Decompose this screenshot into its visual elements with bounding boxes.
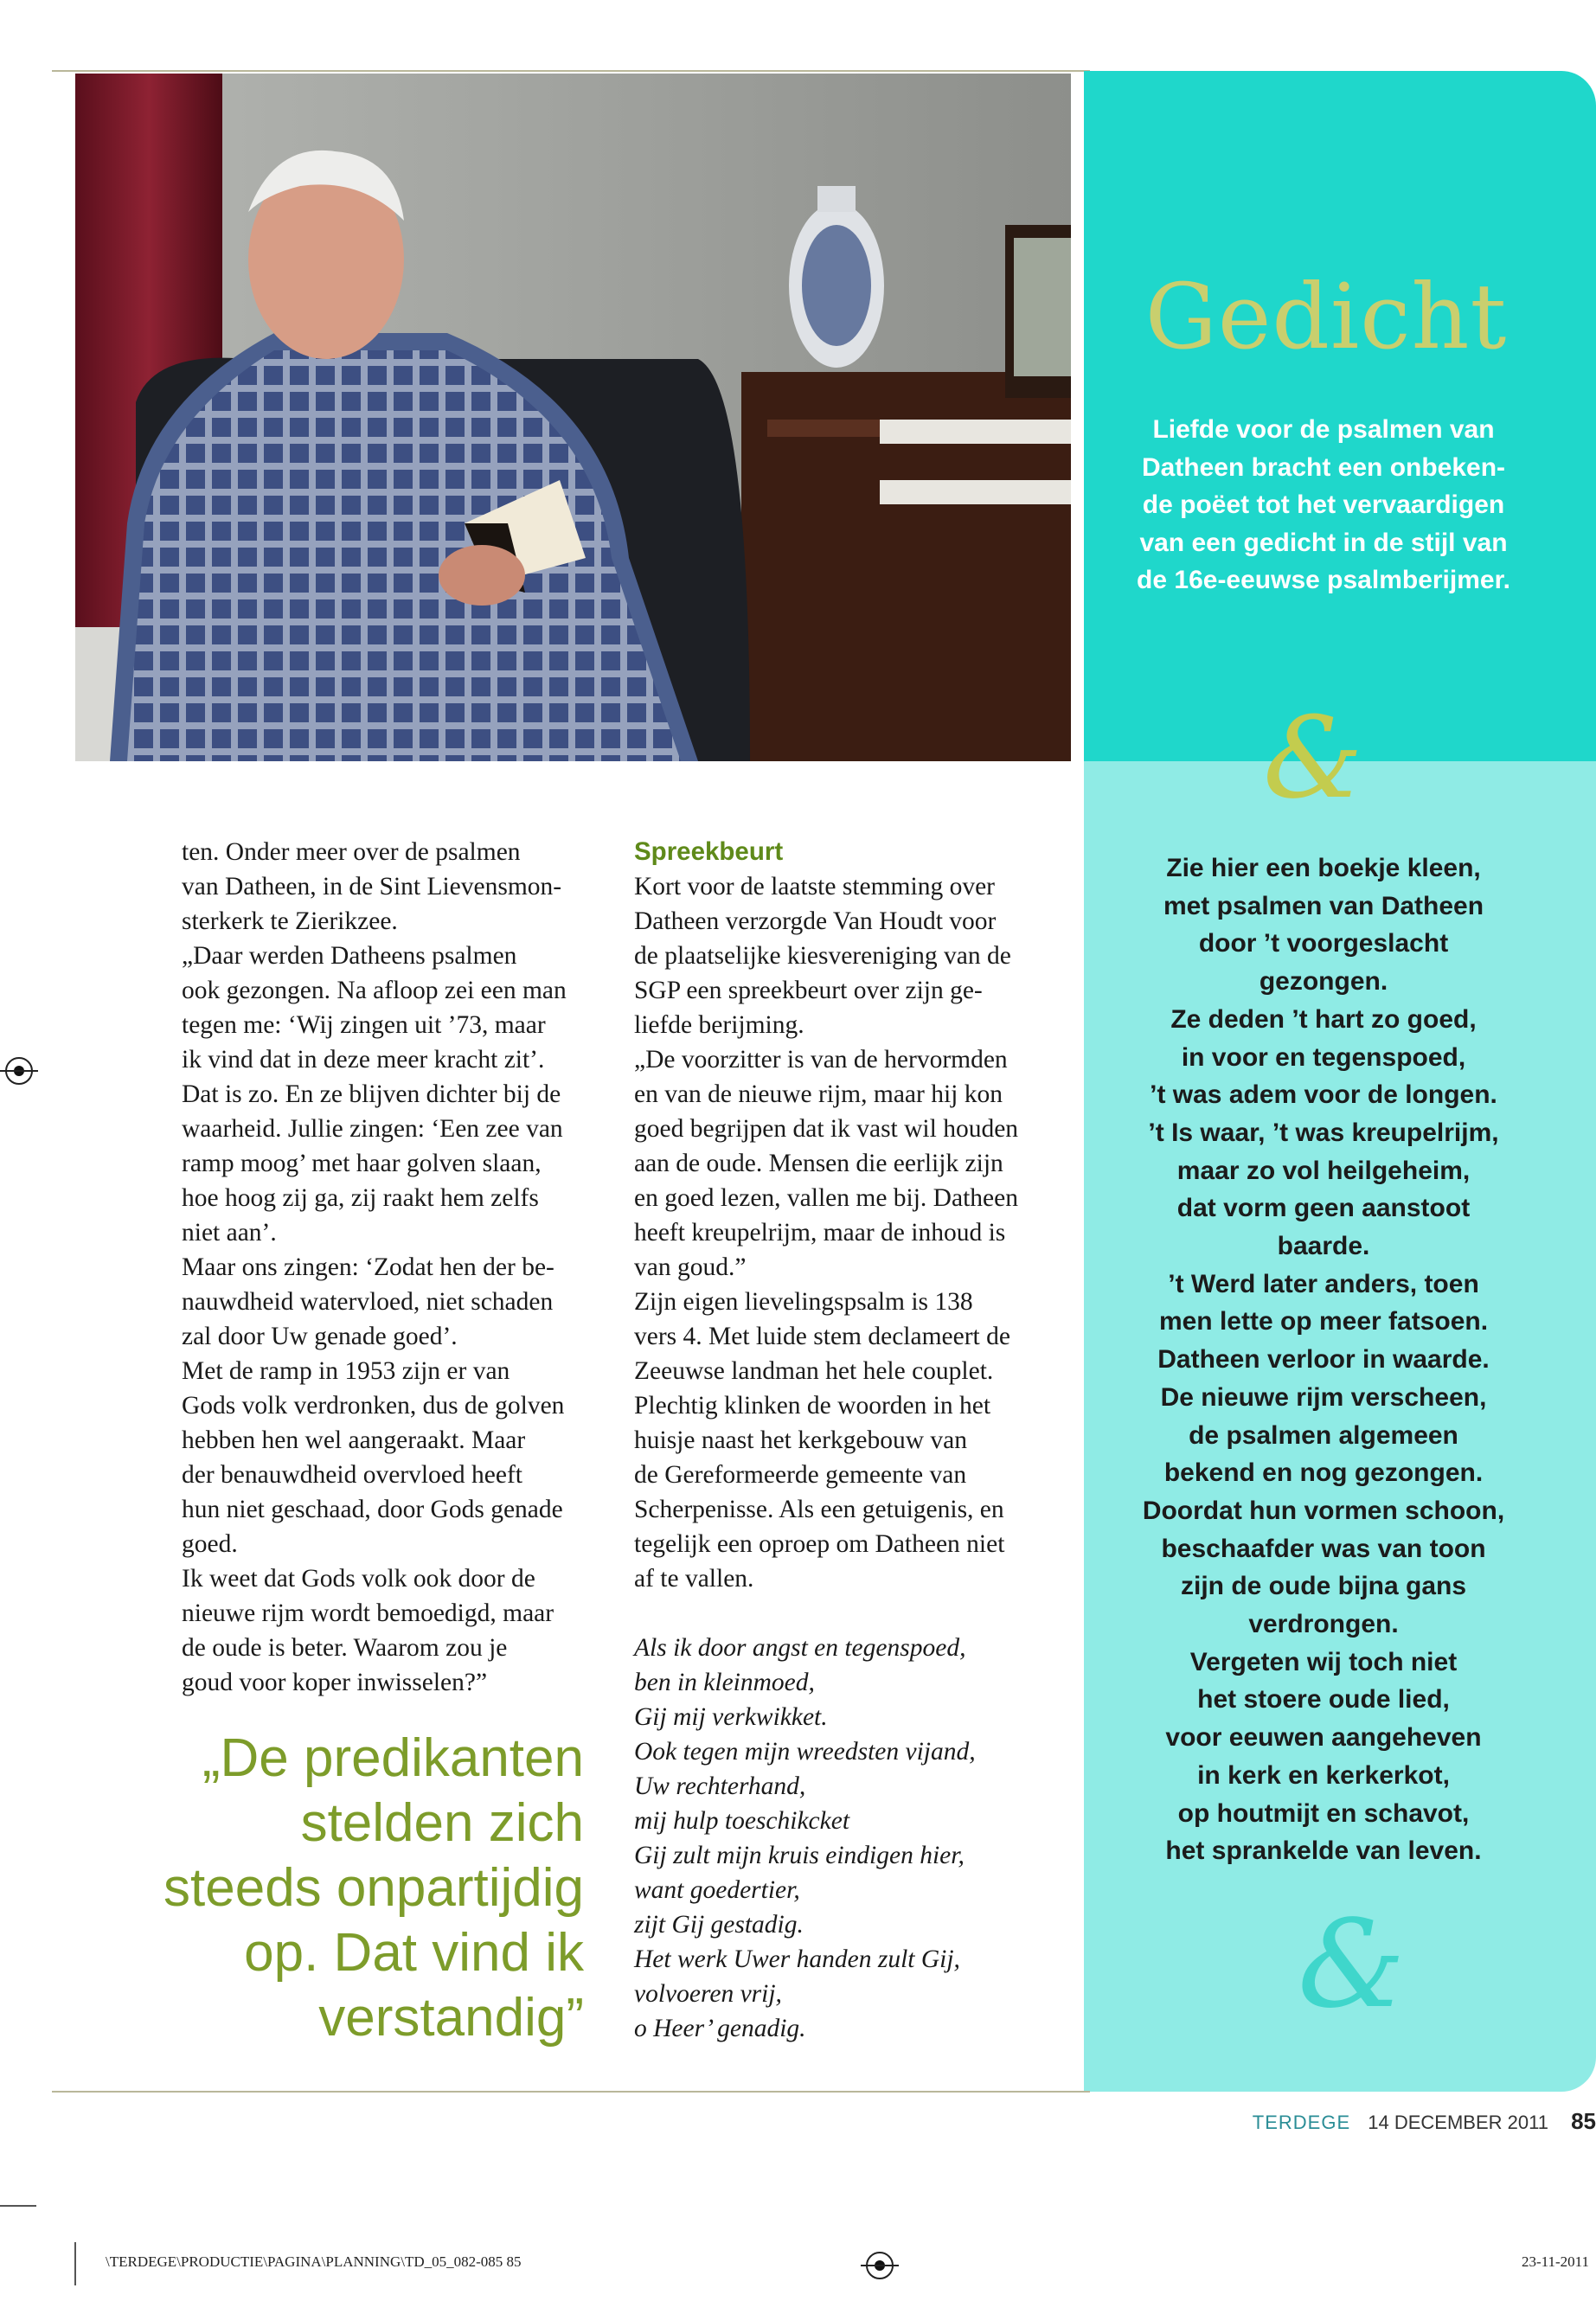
poem-line: men lette op meer fatsoen. <box>1158 1307 1489 1336</box>
poem-line: voor eeuwen aangeheven <box>1165 1723 1482 1753</box>
poem-line: ’t Werd later anders, toen <box>1168 1269 1479 1298</box>
poem-line: baarde. <box>1277 1232 1370 1261</box>
body-line: tegelijk een oproep om Datheen niet <box>634 1530 1005 1558</box>
poem-line: door ’t voorgeslacht <box>1198 929 1449 958</box>
body-line: en goed lezen, vallen me bij. Datheen <box>634 1184 1018 1212</box>
registration-mark-icon <box>5 1057 33 1085</box>
body-line: Maar ons zingen: ‘Zodat hen der be- <box>182 1253 554 1281</box>
page-number: 85 <box>1571 2108 1596 2134</box>
poem-line: zijn de oude bijna gans <box>1180 1572 1467 1601</box>
psalm-verse <box>634 1631 976 2046</box>
body-line: huisje naast het kerkgebouw van <box>634 1426 968 1454</box>
body-line: vers 4. Met luide stem declameert de <box>634 1323 1010 1350</box>
body-line: hoe hoog zij ga, zij raakt hem zelfs <box>182 1184 539 1212</box>
issue-date: 14 DECEMBER 2011 <box>1368 2112 1548 2133</box>
body-line: „De voorzitter is van de hervormden <box>634 1046 1008 1074</box>
registration-mark-icon <box>866 2252 894 2279</box>
verse-line: Ook tegen mijn wreedsten vijand, <box>634 1738 976 1766</box>
body-line: Datheen verzorgde Van Houdt voor <box>634 907 997 935</box>
poem-line: Zie hier een boekje kleen, <box>1166 854 1481 882</box>
poem-line: de psalmen algemeen <box>1189 1420 1458 1450</box>
quote-line: „De predikanten <box>202 1728 584 1788</box>
poem-line: op houtmijt en schavot, <box>1177 1798 1470 1828</box>
poem-line: Datheen verloor in waarde. <box>1157 1345 1490 1375</box>
poem-line: De nieuwe rijm verscheen, <box>1160 1382 1487 1412</box>
poem-line: maar zo vol heilgeheim, <box>1176 1156 1471 1185</box>
intro-line: de poëet tot het vervaardigen <box>1142 490 1505 519</box>
poem-line: verdrongen. <box>1248 1610 1399 1639</box>
body-line: hun niet geschaad, door Gods genade <box>182 1496 563 1523</box>
body-line: goed. <box>182 1530 238 1558</box>
body-line: waarheid. Jullie zingen: ‘Een zee van <box>182 1115 563 1143</box>
body-line: Zeeuwse landman het hele couplet. <box>634 1357 994 1385</box>
body-line: hebben hen wel aangeraakt. Maar <box>182 1426 526 1454</box>
verse-line: o Heer’ genadig. <box>634 2015 806 2042</box>
ampersand-ornament-icon: & <box>1263 692 1363 824</box>
crop-mark <box>0 2205 36 2207</box>
body-line: Dat is zo. En ze blijven dichter bij de <box>182 1080 561 1108</box>
body-line: „Daar werden Datheens psalmen <box>182 942 517 970</box>
body-line: af te vallen. <box>634 1565 754 1593</box>
verse-line: Het werk Uwer handen zult Gij, <box>634 1945 960 1973</box>
body-line: ramp moog’ met haar golven slaan, <box>182 1150 542 1177</box>
article-middle-column <box>634 835 1018 1596</box>
poem-line: het stoere oude lied, <box>1197 1685 1450 1715</box>
body-line: en van de nieuwe rijm, maar hij kon <box>634 1080 1003 1108</box>
sidebar-title: Gedicht <box>1144 264 1508 369</box>
page-footer <box>1253 2108 1596 2135</box>
subheading: Spreekbeurt <box>634 837 784 866</box>
verse-line: Als ik door angst en tegenspoed, <box>634 1634 966 1662</box>
article-left-column <box>182 835 567 1700</box>
body-line: van Datheen, in de Sint Lievensmon- <box>182 873 562 901</box>
quote-line: steeds onpartijdig <box>163 1858 584 1918</box>
poem-line: Vergeten wij toch niet <box>1189 1647 1458 1676</box>
verse-line: Gij mij verkwikket. <box>634 1703 828 1731</box>
body-line: ook gezongen. Na afloop zei een man <box>182 977 567 1004</box>
poem-line: gezongen. <box>1259 967 1388 997</box>
body-line: zal door Uw genade goed’. <box>182 1323 458 1350</box>
body-line: nauwdheid watervloed, niet schaden <box>182 1288 554 1316</box>
poem-line: Ze deden ’t hart zo goed, <box>1170 1004 1477 1034</box>
verse-line: ben in kleinmoed, <box>634 1669 815 1696</box>
verse-line: volvoeren vrij, <box>634 1980 782 2008</box>
photo-image <box>75 74 1071 761</box>
body-line: Ik weet dat Gods volk ook door de <box>182 1565 535 1593</box>
poem-line: dat vorm geen aanstoot <box>1176 1194 1471 1223</box>
body-line: der benauwdheid overvloed heeft <box>182 1461 522 1489</box>
poem-line: bekend en nog gezongen. <box>1163 1458 1484 1488</box>
poem-line: Doordat hun vormen schoon, <box>1142 1496 1505 1525</box>
crop-mark <box>74 2242 76 2285</box>
poem-line: met psalmen van Datheen <box>1163 891 1484 920</box>
verse-line: Gij zult mijn kruis eindigen hier, <box>634 1842 965 1869</box>
body-line: goed begrijpen dat ik vast wil houden <box>634 1115 1019 1143</box>
body-line: ik vind dat in deze meer kracht zit’. <box>182 1046 545 1074</box>
body-line: heeft kreupelrijm, maar de inhoud is <box>634 1219 1006 1247</box>
body-line: goud voor koper inwisselen?” <box>182 1669 488 1696</box>
body-line: Plechtig klinken de woorden in het <box>634 1392 991 1420</box>
top-rule <box>52 70 1090 72</box>
verse-line: Uw rechterhand, <box>634 1772 806 1800</box>
intro-line: van een gedicht in de stijl van <box>1139 528 1508 557</box>
magazine-name: TERDEGE <box>1252 2112 1351 2133</box>
poem-line: beschaafder was van toon <box>1161 1534 1486 1563</box>
print-slug-path: \TERDEGE\PRODUCTIE\PAGINA\PLANNING\TD_05_082-085 85 <box>106 2253 522 2270</box>
poem-line: ’t was adem voor de longen. <box>1150 1080 1497 1110</box>
intro-line: Liefde voor de psalmen van <box>1152 415 1495 444</box>
ampersand-ornament-icon: & <box>1298 1894 1406 2035</box>
body-line: Zijn eigen lievelingspsalm is 138 <box>634 1288 973 1316</box>
body-line: Met de ramp in 1953 zijn er van <box>182 1357 510 1385</box>
verse-line: want goedertier, <box>634 1876 800 1904</box>
sidebar-poem <box>1094 849 1553 1870</box>
body-line: Scherpenisse. Als een getuigenis, en <box>634 1496 1004 1523</box>
body-line: ten. Onder meer over de psalmen <box>182 838 521 866</box>
body-line: SGP een spreekbeurt over zijn ge- <box>634 977 983 1004</box>
body-line: Kort voor de laatste stemming over <box>634 873 995 901</box>
body-line: liefde berijming. <box>634 1011 804 1039</box>
body-line: de plaatselijke kiesvereniging van de <box>634 942 1011 970</box>
pull-quote <box>130 1726 584 2050</box>
intro-line: de 16e-eeuwse psalmberijmer. <box>1137 566 1510 594</box>
verse-line: mij hulp toeschikcket <box>634 1807 850 1835</box>
body-line: de Gereformeerde gemeente van <box>634 1461 967 1489</box>
print-slug-date: 23-11-2011 <box>1521 2253 1589 2270</box>
sidebar-intro <box>1103 411 1544 599</box>
poem-line: in voor en tegenspoed, <box>1181 1042 1466 1072</box>
bottom-rule <box>52 2091 1090 2093</box>
poem-line: het sprankelde van leven. <box>1165 1836 1482 1866</box>
quote-line: verstandig” <box>318 1988 584 2048</box>
poem-line: ’t Is waar, ’t was kreupelrijm, <box>1148 1118 1499 1147</box>
body-line: tegen me: ‘Wij zingen uit ’73, maar <box>182 1011 546 1039</box>
quote-line: stelden zich <box>300 1793 584 1853</box>
body-line: nieuwe rijm wordt bemoedigd, maar <box>182 1599 554 1627</box>
photo-man-with-psalm-book <box>75 74 1071 761</box>
body-line: aan de oude. Mensen die eerlijk zijn <box>634 1150 1003 1177</box>
poem-line: in kerk en kerkerkot, <box>1197 1760 1450 1790</box>
intro-line: Datheen bracht een onbeken- <box>1141 452 1506 482</box>
body-line: sterkerk te Zierikzee. <box>182 907 398 935</box>
body-line: van goud.” <box>634 1253 747 1281</box>
body-line: Gods volk verdronken, dus de golven <box>182 1392 565 1420</box>
body-line: niet aan’. <box>182 1219 277 1247</box>
verse-line: zijt Gij gestadig. <box>634 1911 804 1939</box>
quote-line: op. Dat vind ik <box>244 1923 584 1983</box>
body-line: de oude is beter. Waarom zou je <box>182 1634 508 1662</box>
